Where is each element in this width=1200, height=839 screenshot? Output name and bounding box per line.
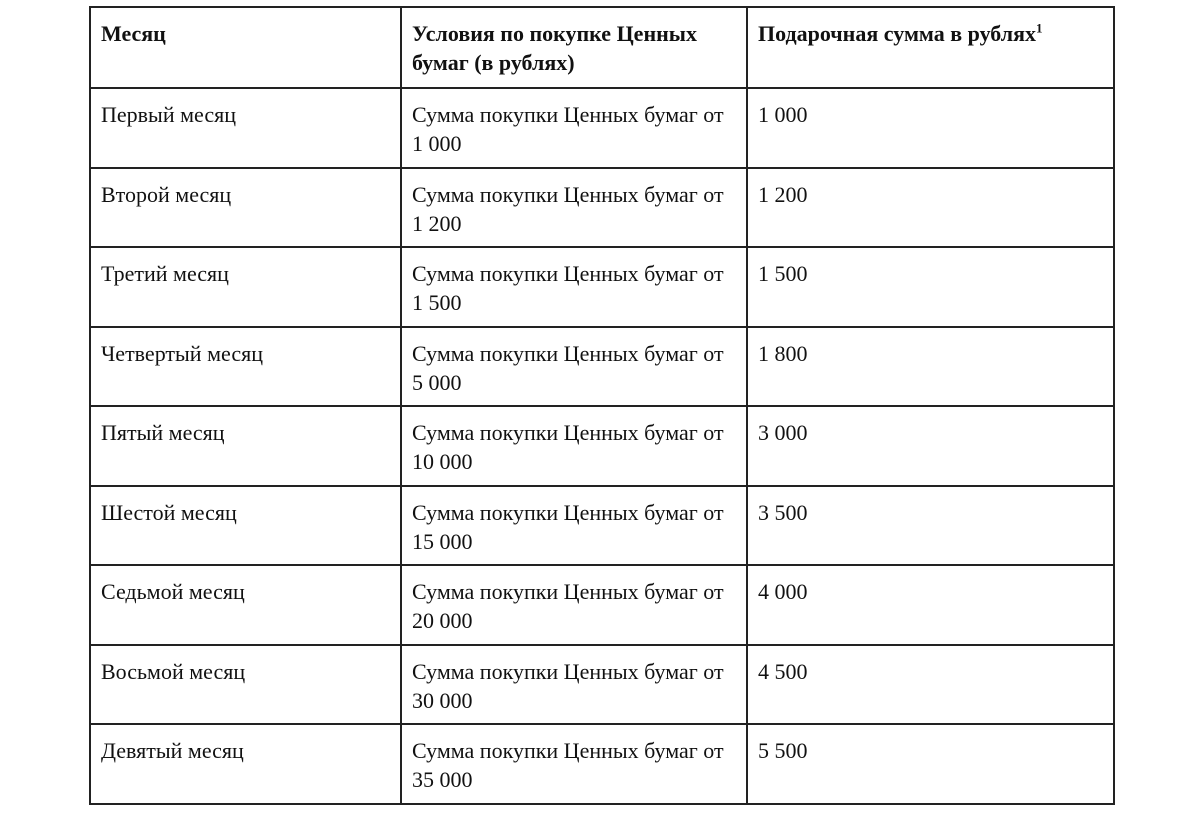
cell-month: Восьмой месяц bbox=[90, 645, 401, 725]
cell-conditions: Сумма покупки Ценных бумаг от 1 000 bbox=[401, 88, 747, 168]
table-row bbox=[90, 88, 1114, 168]
header-month bbox=[90, 7, 401, 88]
cell-conditions: Сумма покупки Ценных бумаг от 1 200 bbox=[401, 168, 747, 248]
cell-conditions: Сумма покупки Ценных бумаг от 5 000 bbox=[401, 327, 747, 407]
cell-gift: 1 500 bbox=[747, 247, 1114, 327]
cell-gift: 4 500 bbox=[747, 645, 1114, 725]
cell-conditions: Сумма покупки Ценных бумаг от 30 000 bbox=[401, 645, 747, 725]
cell-conditions: Сумма покупки Ценных бумаг от 15 000 bbox=[401, 486, 747, 566]
cell-gift: 1 200 bbox=[747, 168, 1114, 248]
cell-month: Второй месяц bbox=[90, 168, 401, 248]
cell-month: Седьмой месяц bbox=[90, 565, 401, 645]
cell-month: Третий месяц bbox=[90, 247, 401, 327]
table-row bbox=[90, 645, 1114, 725]
cell-gift: 1 800 bbox=[747, 327, 1114, 407]
table-row bbox=[90, 247, 1114, 327]
table-row bbox=[90, 486, 1114, 566]
table-body bbox=[90, 88, 1114, 804]
cell-gift: 3 000 bbox=[747, 406, 1114, 486]
cell-month: Девятый месяц bbox=[90, 724, 401, 804]
cell-conditions: Сумма покупки Ценных бумаг от 10 000 bbox=[401, 406, 747, 486]
header-conditions-label: Условия по покупке Ценных бумаг (в рублях) bbox=[412, 21, 697, 75]
header-month-label: Месяц bbox=[101, 21, 166, 46]
cell-gift: 4 000 bbox=[747, 565, 1114, 645]
table-header bbox=[90, 7, 1114, 88]
table-header-row bbox=[90, 7, 1114, 88]
table-row bbox=[90, 406, 1114, 486]
cell-month: Первый месяц bbox=[90, 88, 401, 168]
header-conditions bbox=[401, 7, 747, 88]
cell-gift: 1 000 bbox=[747, 88, 1114, 168]
cell-month: Пятый месяц bbox=[90, 406, 401, 486]
header-gift-label: Подарочная сумма в рублях bbox=[758, 21, 1036, 46]
cell-month: Шестой месяц bbox=[90, 486, 401, 566]
cell-conditions: Сумма покупки Ценных бумаг от 35 000 bbox=[401, 724, 747, 804]
cell-conditions: Сумма покупки Ценных бумаг от 1 500 bbox=[401, 247, 747, 327]
gift-schedule-table bbox=[89, 6, 1115, 805]
footnote-marker: 1 bbox=[1036, 20, 1043, 36]
table-row bbox=[90, 327, 1114, 407]
cell-gift: 5 500 bbox=[747, 724, 1114, 804]
cell-month: Четвертый месяц bbox=[90, 327, 401, 407]
cell-conditions: Сумма покупки Ценных бумаг от 20 000 bbox=[401, 565, 747, 645]
table-row bbox=[90, 168, 1114, 248]
table-row bbox=[90, 724, 1114, 804]
table-row bbox=[90, 565, 1114, 645]
cell-gift: 3 500 bbox=[747, 486, 1114, 566]
header-gift bbox=[747, 7, 1114, 88]
